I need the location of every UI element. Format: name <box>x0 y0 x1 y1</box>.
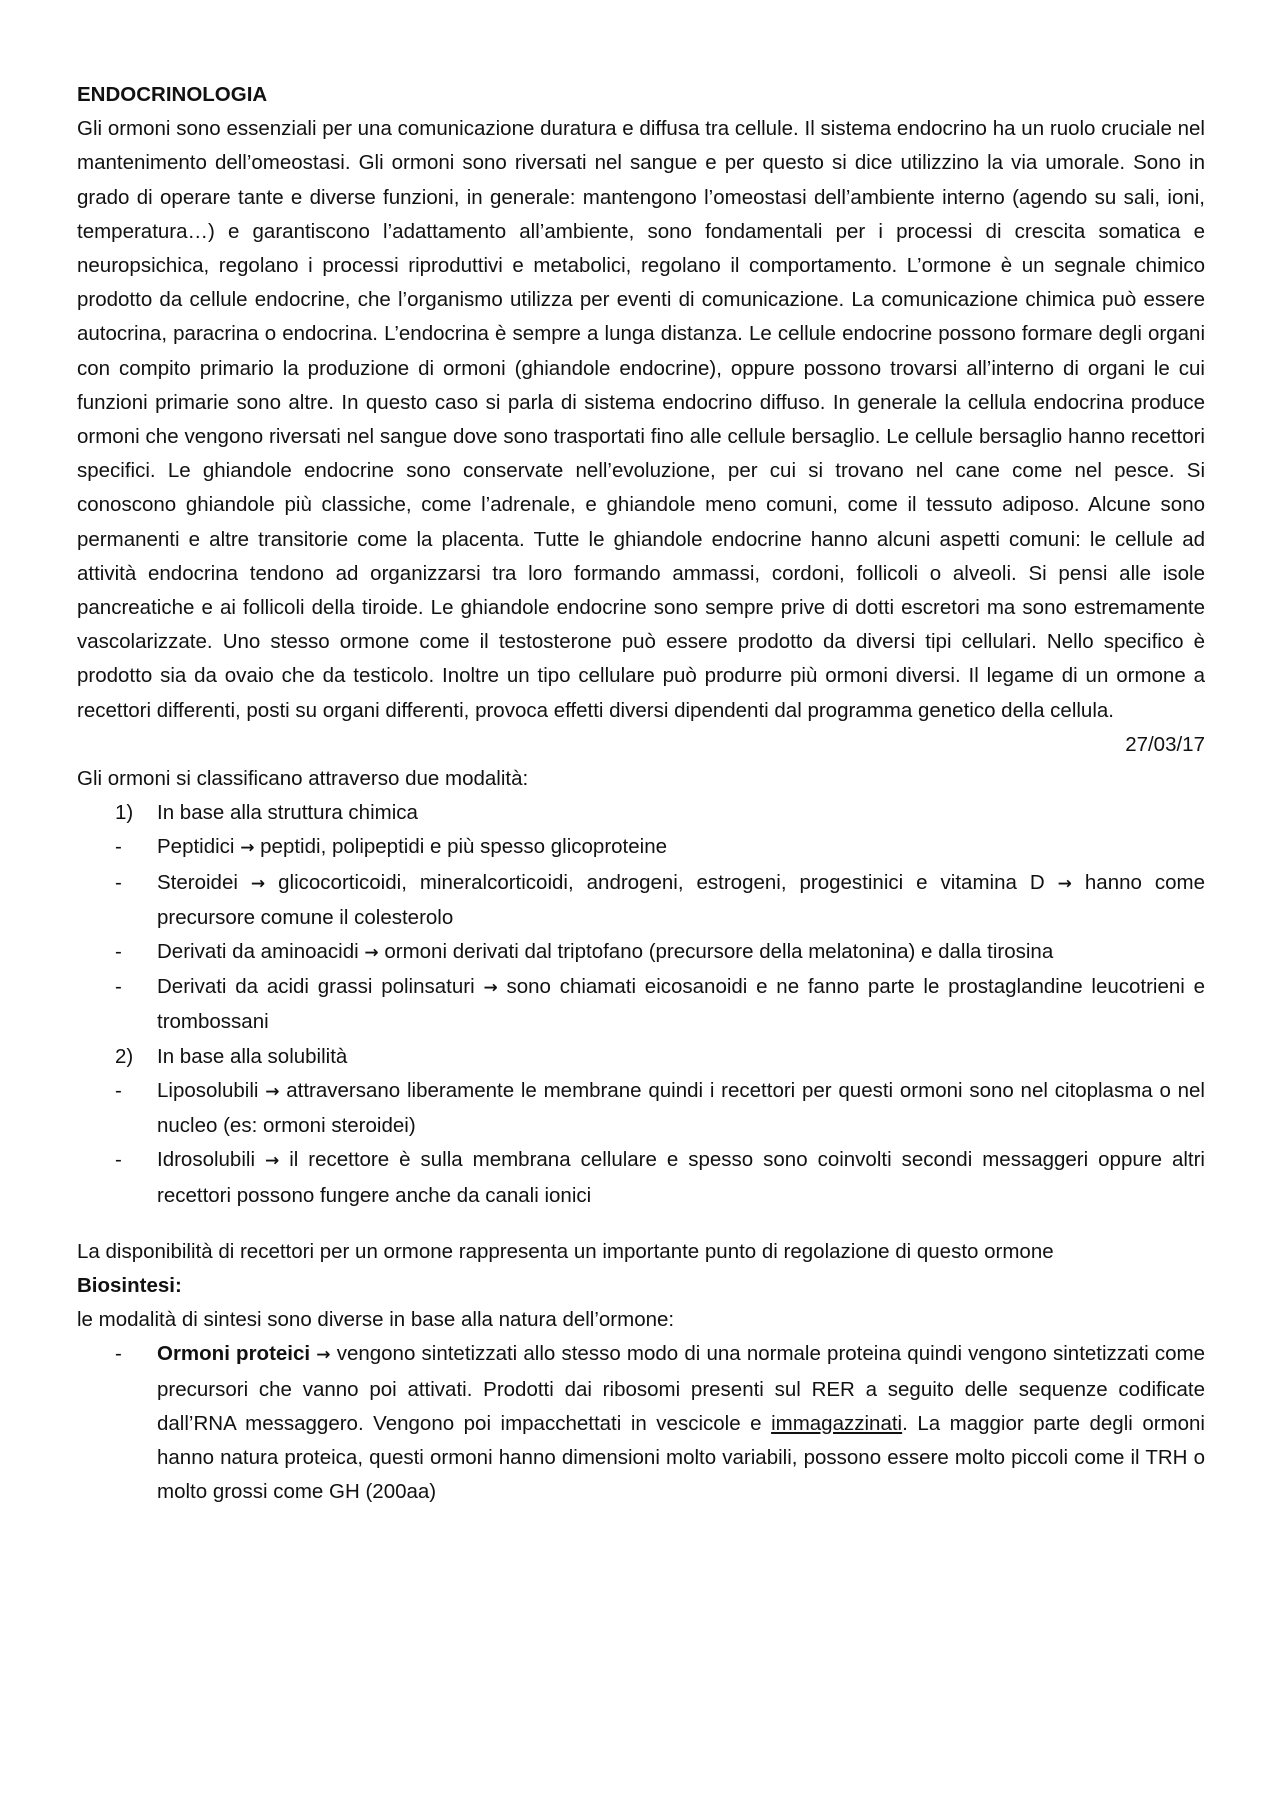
item-text: ormoni derivati dal triptofano (precursore della melatonina) e dalla tirosina <box>384 940 1054 964</box>
arrow-right-icon: → <box>316 1345 331 1366</box>
list-item-idrosolubili <box>77 1143 1205 1212</box>
document-page <box>77 78 1205 1509</box>
bullet-dash: - <box>115 940 122 964</box>
date-label: 27/03/17 <box>1125 732 1205 756</box>
item-text: sono chiamati eicosanoidi e ne fanno parte le prostaglandine leucotrieni e trombossani <box>157 975 1206 1034</box>
item-term: Derivati da acidi grassi polinsaturi <box>157 975 475 999</box>
bullet-dash: - <box>115 870 122 894</box>
arrow-right-icon: → <box>483 978 498 999</box>
arrow-right-icon: → <box>250 873 266 894</box>
list-item-ormoni-proteici <box>77 1337 1205 1509</box>
arrow-right-icon: → <box>364 943 379 964</box>
bullet-dash: - <box>115 1342 122 1366</box>
item-term: Derivati da aminoacidi <box>157 940 359 964</box>
section-label: In base alla solubilità <box>157 1044 348 1068</box>
bullet-dash: - <box>115 835 122 859</box>
bullet-dash: - <box>115 1078 122 1102</box>
section-solubility-heading <box>77 1040 1205 1074</box>
section-label: In base alla struttura chimica <box>157 801 418 825</box>
item-term: Peptidici <box>157 835 235 859</box>
list-item-peptidici <box>77 830 1205 865</box>
item-term: Liposolubili <box>157 1078 259 1102</box>
item-term: Idrosolubili <box>157 1148 255 1172</box>
bullet-dash: - <box>115 1148 122 1172</box>
classification-intro: Gli ormoni si classificano attraverso due modalità: <box>77 767 529 791</box>
arrow-right-icon: → <box>264 1151 280 1172</box>
list-number: 2) <box>115 1044 134 1068</box>
list-item-liposolubili <box>77 1074 1205 1143</box>
item-text: peptidi, polipeptidi e più spesso glicoproteine <box>260 835 668 859</box>
biosintesi-heading: Biosintesi: <box>77 1273 182 1297</box>
arrow-right-icon: → <box>240 838 255 859</box>
section-structure-heading <box>77 796 1205 830</box>
intro-paragraph: Gli ormoni sono essenziali per una comunicazione duratura e diffusa tra cellule. Il sistema endocrino ha un ruolo cruciale nel mantenimento dell’omeostasi. Gli ormoni sono riversati nel sangue e per questo si dice utilizzino la via umorale. Sono in grado di operare tante e diverse funzioni, in generale: mantengono l’omeostasi dell’ambiente interno (agendo su sali, ioni, temperatura…) e garantiscono l’adattamento all’ambiente, sono fondamentali per i processi di crescita somatica e neuropsichica, regolano i processi riproduttivi e metabolici, regolano il comportamento. L’ormone è un segnale chimico prodotto da cellule endocrine, che l’organismo utilizza per eventi di comunicazione. La comunicazione chimica può essere autocrina, paracrina o endocrina. L’endocrina è sempre a lunga distanza. Le cellule endocrine possono formare degli organi con compito primario la produzione di ormoni (ghiandole endocrine), oppure possono trovarsi all’interno di organi le cui funzioni primarie sono altre. In questo caso si parla di sistema endocrino diffuso. In generale la cellula endocrina produce ormoni che vengono riversati nel sangue dove sono trasportati fino alle cellule bersaglio. Le cellule bersaglio hanno recettori specifici. Le ghiandole endocrine sono conservate nell’evoluzione, per cui si trovano nel cane come nel pesce. Si conoscono ghiandole più classiche, come l’adrenale, e ghiandole meno comuni, come il tessuto adiposo. Alcune sono permanenti e altre transitorie come la placenta. Tutte le ghiandole endocrine hanno alcuni aspetti comuni: le cellule ad attività endocrina tendono ad organizzarsi tra loro formando ammassi, cordoni, follicoli o alveoli. Si pensi alle isole pancreatiche e ai follicoli della tiroide. Le ghiandole endocrine sono sempre prive di dotti escretori ma sono estremamente vascolarizzate. Uno stesso ormone come il testosterone può essere prodotto da diversi tipi cellulari. Nello specifico è prodotto sia da ovaio che da testicolo. Inoltre un tipo cellulare può produrre più ormoni diversi. Il legame di un ormone a recettori differenti, posti su organi differenti, provoca effetti diversi dipendenti dal programma genetico della cellula. <box>77 117 1205 722</box>
item-term-bold: Ormoni proteici <box>157 1342 311 1366</box>
list-number: 1) <box>115 801 134 825</box>
item-text: glicocorticoidi, mineralcorticoidi, androgeni, estrogeni, progestinici e vitamina D <box>278 870 1045 894</box>
receptors-paragraph: La disponibilità di recettori per un ormone rappresenta un importante punto di regolazione di questo ormone <box>77 1239 1054 1263</box>
list-item-steroidei <box>77 866 1205 935</box>
item-text: attraversano liberamente le membrane quindi i recettori per questi ormoni sono nel citoplasma o nel nucleo (es: ormoni steroidei) <box>157 1078 1205 1138</box>
item-text-continued: hanno come precursore comune il colesterolo <box>157 870 1206 929</box>
document-title: ENDOCRINOLOGIA <box>77 83 268 106</box>
arrow-right-icon: → <box>265 1081 280 1102</box>
arrow-right-icon: → <box>1057 873 1072 894</box>
biosintesi-intro: le modalità di sintesi sono diverse in base alla natura dell’ormone: <box>77 1308 675 1332</box>
bullet-dash: - <box>115 975 122 999</box>
list-item-derivati-aminoacidi <box>77 935 1205 970</box>
underlined-word: immagazzinati <box>771 1411 903 1435</box>
spacer <box>77 1213 1205 1235</box>
item-term: Steroidei <box>157 870 238 894</box>
item-text: vengono sintetizzati allo stesso modo di una normale proteina quindi vengono sintetizzati come precursori che vanno poi attivati. Prodotti dai ribosomi presenti sul RER a seguito delle sequenze codificate dall’RNA messaggero. Vengono poi impacchettati in vescicole e <box>157 1342 1205 1435</box>
list-item-derivati-acidi-grassi <box>77 970 1205 1039</box>
item-text: il recettore è sulla membrana cellulare e spesso sono coinvolti secondi messaggeri oppure altri recettori possono fungere anche da canali ionici <box>157 1148 1205 1207</box>
item-text-continued: . La maggior parte degli ormoni hanno natura proteica, questi ormoni hanno dimensioni molto variabili, possono essere molto piccoli come il TRH o molto grossi come GH (200aa) <box>157 1411 1205 1504</box>
